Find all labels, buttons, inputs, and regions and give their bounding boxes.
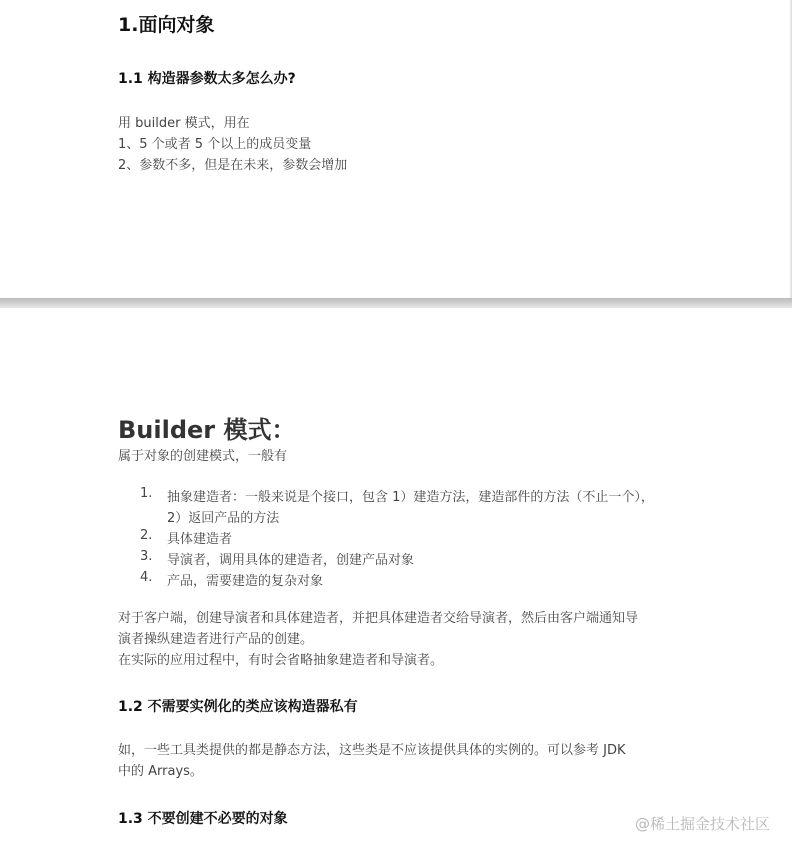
list-item-number: 1. [140, 486, 153, 501]
document-page-1 [0, 0, 792, 298]
list-item-text: 产品，需要建造的复杂对象 [167, 574, 324, 589]
document-page-2 [0, 308, 792, 856]
list-item-text: 具体建造者 [167, 532, 233, 547]
heading-builder-pattern: Builder 模式： [118, 416, 296, 444]
list-item-number: 3. [140, 549, 153, 564]
heading-section-1-1: 1.1 构造器参数太多怎么办? [118, 71, 296, 87]
list-item-number: 4. [140, 570, 153, 585]
page-separator [0, 298, 792, 308]
watermark-text: @稀土掘金技术社区 [634, 815, 770, 833]
practice-paragraph: 在实际的应用过程中，有时会省略抽象建造者和导演者。 [118, 653, 444, 668]
client-paragraph-line-1: 对于客户端，创建导演者和具体建造者，并把具体建造者交给导演者，然后由客户端通知导 [118, 611, 639, 626]
heading-section-1-3: 1.3 不要创建不必要的对象 [118, 811, 288, 827]
body-line-1: 用 builder 模式，用在 [118, 116, 250, 131]
heading-section-1-2: 1.2 不需要实例化的类应该构造器私有 [118, 699, 358, 715]
utility-paragraph-line-2: 中的 Arrays。 [118, 764, 203, 779]
list-item-number: 2. [140, 528, 153, 543]
builder-intro: 属于对象的创建模式，一般有 [118, 449, 288, 464]
utility-paragraph-line-1: 如，一些工具类提供的都是静态方法，这些类是不应该提供具体的实例的。可以参考 JDK [118, 743, 626, 758]
list-item-text: 导演者，调用具体的建造者，创建产品对象 [167, 553, 415, 568]
client-paragraph-line-2: 演者操纵建造者进行产品的创建。 [118, 632, 314, 647]
body-line-2: 1、5 个或者 5 个以上的成员变量 [118, 137, 312, 152]
list-item-text-continued: 2）返回产品的方法 [167, 511, 280, 526]
heading-object-oriented: 1.面向对象 [118, 14, 215, 36]
body-line-3: 2、参数不多，但是在未来，参数会增加 [118, 158, 348, 173]
list-item-text: 抽象建造者：一般来说是个接口，包含 1）建造方法，建造部件的方法（不止一个）， [167, 490, 654, 505]
